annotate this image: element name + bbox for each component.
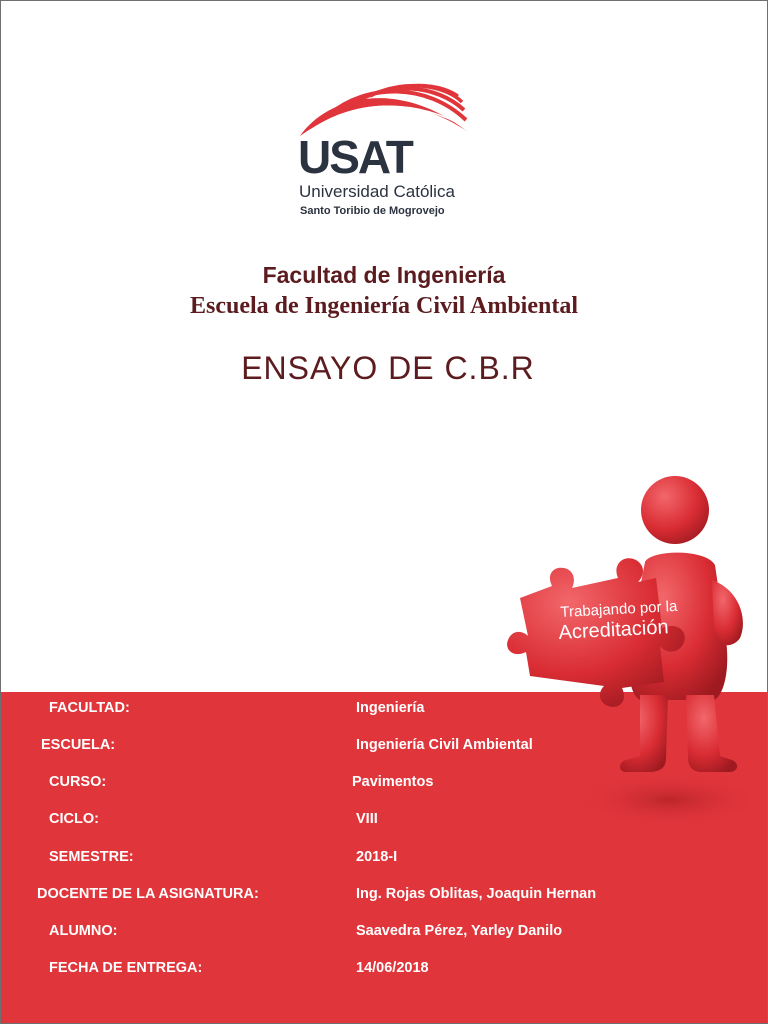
info-label: CICLO:: [49, 811, 99, 827]
info-value: Ing. Rojas Oblitas, Joaquin Hernan: [356, 886, 597, 902]
info-label: ALUMNO:: [49, 923, 118, 939]
info-value: Saavedra Pérez, Yarley Danilo: [356, 923, 563, 939]
info-value: VIII: [356, 811, 378, 827]
logo-acronym: USAT: [298, 131, 412, 183]
info-value: 14/06/2018: [356, 960, 429, 976]
info-label: FACULTAD:: [49, 700, 130, 716]
info-value: Ingeniería Civil Ambiental: [356, 737, 533, 753]
puzzle-figure-icon: [500, 470, 768, 840]
document-title: ENSAYO DE C.B.R: [241, 350, 535, 386]
info-label: SEMESTRE:: [49, 849, 134, 865]
info-row-semestre: [0, 849, 768, 869]
info-row-fecha: [0, 960, 768, 980]
badge-line1: Trabajando por la: [560, 597, 678, 621]
info-label: ESCUELA:: [41, 737, 116, 753]
info-value: Pavimentos: [352, 774, 434, 790]
info-label: DOCENTE DE LA ASIGNATURA:: [37, 886, 259, 902]
logo-university-name: Universidad Católica: [299, 182, 455, 201]
info-value: 2018-I: [356, 849, 398, 865]
info-row-docente: [0, 886, 768, 906]
info-label: CURSO:: [49, 774, 107, 790]
faculty-heading: Facultad de Ingeniería: [262, 262, 506, 288]
logo-university-subname: Santo Toribio de Mogrovejo: [300, 205, 445, 217]
badge-line2: Acreditación: [558, 616, 670, 644]
usat-logo: [296, 78, 476, 228]
info-label: FECHA DE ENTREGA:: [49, 960, 203, 976]
info-row-alumno: [0, 923, 768, 943]
info-value: Ingeniería: [356, 700, 425, 716]
school-heading: Escuela de Ingeniería Civil Ambiental: [189, 293, 578, 319]
